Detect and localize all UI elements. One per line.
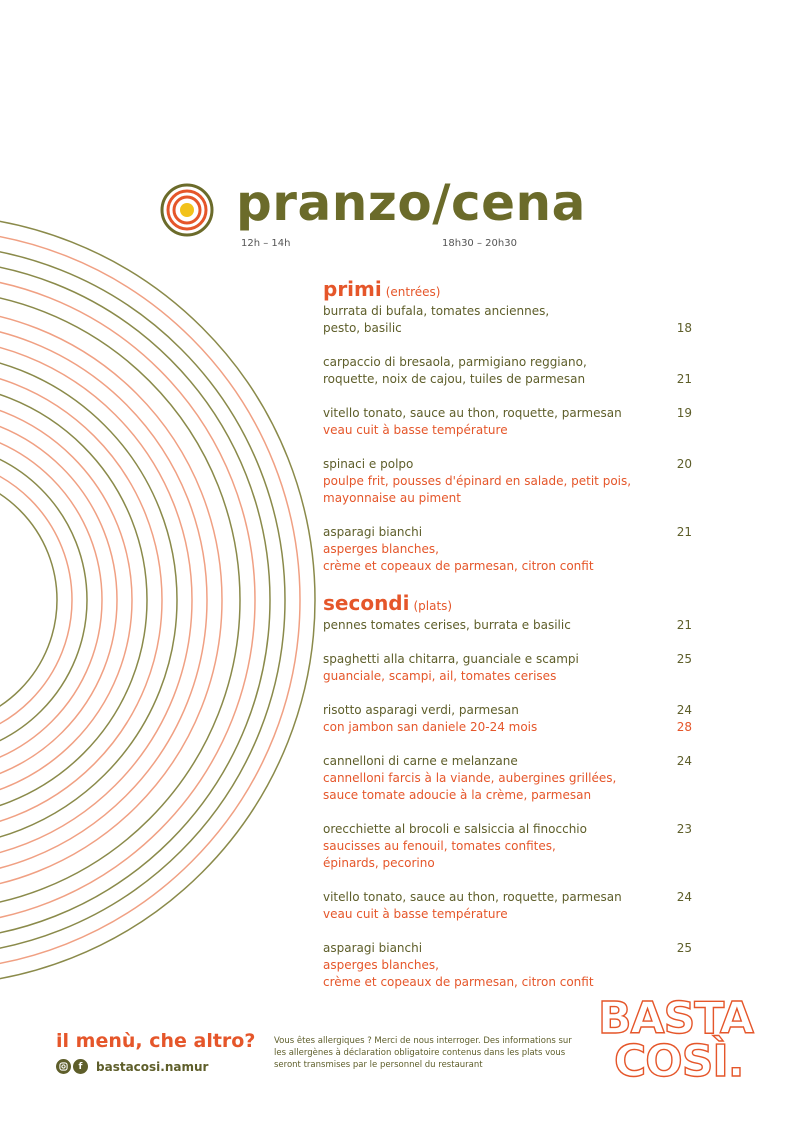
arc-ring [0,353,177,847]
menu-item [323,524,695,575]
social-handle[interactable]: bastacosi.namur [96,1059,209,1074]
dinner-hours: 18h30 – 20h30 [442,238,517,249]
dish-description: pesto, basilic [323,321,402,335]
dish-description: asperges blanches, [323,542,439,556]
dish-price: 24 [676,890,692,904]
menu-item [323,889,695,923]
dish-price: 21 [676,618,692,632]
menu-item [323,821,695,872]
dish-name: spaghetti alla chitarra, guanciale e scampi [323,652,579,666]
arc-ring [0,368,162,832]
allergen-notice: Vous êtes allergiques ? Merci de nous interroger. Des informations sur les allergènes à déclaration obligatoire contenus dans les plats vous seront transmises par le personnel du restaurant [274,1036,572,1070]
section-title-primi: primi [323,277,382,301]
arc-ring [0,443,87,757]
brand-logo-line1: BASTA [598,995,753,1044]
dish-description: crème et copeaux de parmesan, citron confit [323,975,594,989]
instagram-icon[interactable] [56,1059,71,1074]
arc-ring [0,290,240,910]
menu-item [323,617,695,634]
dish-price: 21 [676,372,692,386]
basta-cosi-logo [598,995,758,1079]
dish-name: vitello tonato, sauce au thon, roquette, parmesan [323,406,622,420]
brand-logo-line2: COSÌ. [614,1036,744,1079]
arc-ring [0,275,255,925]
arc-ring [0,215,315,985]
section-heading-secondi [323,592,695,617]
dish-price: 25 [676,652,692,666]
primi-section [323,278,695,575]
arc-ring [0,245,285,955]
primi-items [323,303,695,575]
arc-ring [0,398,132,802]
dish-description: con jambon san daniele 20-24 mois [323,720,538,734]
footer-tagline: il menù, che altro? [56,1030,256,1052]
menu-item [323,753,695,804]
dish-name: pennes tomates cerises, burrata e basilic [323,618,571,632]
dish-price: 18 [676,321,692,335]
dish-description: mayonnaise au piment [323,491,461,505]
social-links [56,1059,208,1074]
menu-item [323,940,695,991]
dish-name: burrata di bufala, tomates anciennes, [323,304,550,318]
dish-description: sauce tomate adoucie à la crème, parmesan [323,788,592,802]
secondi-items [323,617,695,991]
arc-ring [0,323,207,877]
section-subtitle-primi: (entrées) [385,285,441,299]
dish-name: cannelloni di carne e melanzane [323,754,518,768]
menu-list [323,278,695,1008]
dish-price: 20 [676,457,692,471]
concentric-circle-logo-icon [160,183,214,237]
lunch-hours: 12h – 14h [241,238,291,249]
secondi-section [323,592,695,991]
dish-description: épinards, pecorino [323,856,435,870]
dish-price: 24 [676,754,692,768]
dish-description: poulpe frit, pousses d'épinard en salade, petit pois, [323,474,632,488]
dish-name: spinaci e polpo [323,457,414,471]
dish-description: veau cuit à basse température [323,907,508,921]
dish-name: risotto asparagi verdi, parmesan [323,703,519,717]
dish-price: 24 [676,703,692,717]
menu-item [323,456,695,507]
dish-name: vitello tonato, sauce au thon, roquette, parmesan [323,890,622,904]
menu-item [323,651,695,685]
page-title: pranzo/cena [236,174,586,232]
section-heading-primi [323,278,695,303]
menu-item [323,702,695,736]
dish-name: asparagi bianchi [323,941,423,955]
section-title-secondi: secondi [323,591,410,615]
dish-price: 28 [676,720,692,734]
dish-description: veau cuit à basse température [323,423,508,437]
dish-description: roquette, noix de cajou, tuiles de parmesan [323,372,586,386]
dish-price: 25 [676,941,692,955]
section-subtitle-secondi: (plats) [413,599,453,613]
dish-price: 21 [676,525,692,539]
arc-ring [0,308,222,892]
menu-item [323,405,695,439]
dish-price: 23 [676,822,692,836]
arc-ring [0,458,72,742]
dish-description: cannelloni farcis à la viande, aubergines grillées, [323,771,617,785]
dish-name: orecchiette al brocoli e salsiccia al finocchio [323,822,587,836]
dish-description: asperges blanches, [323,958,439,972]
dish-description: saucisses au fenouil, tomates confites, [323,839,556,853]
dish-name: carpaccio di bresaola, parmigiano reggiano, [323,355,587,369]
dish-name: asparagi bianchi [323,525,423,539]
dish-price: 19 [676,406,692,420]
menu-item [323,354,695,388]
menu-item [323,303,695,337]
dish-description: guanciale, scampi, ail, tomates cerises [323,669,557,683]
facebook-icon[interactable]: f [73,1059,88,1074]
arc-ring [0,473,57,727]
dish-description: crème et copeaux de parmesan, citron confit [323,559,594,573]
